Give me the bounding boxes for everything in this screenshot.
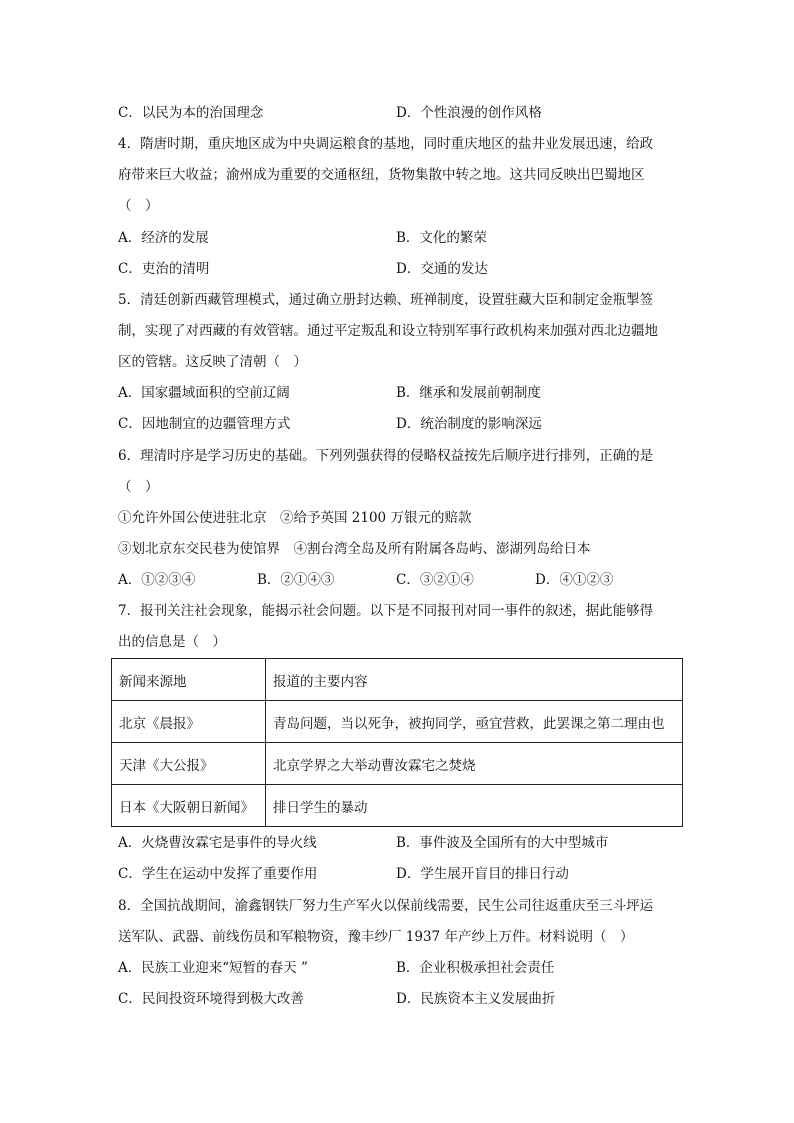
q7-stem-line-1: 7．报刊关注社会现象，能揭示社会问题。以下是不同报刊对同一事件的叙述，据此能够得: [118, 603, 654, 619]
q6-option-d: D．④①②③: [535, 572, 614, 588]
q3-option-d: D．个性浪漫的创作风格: [396, 105, 542, 121]
q5-option-c: C．因地制宜的边疆管理方式: [118, 416, 291, 432]
table-row: [112, 743, 683, 785]
q4-stem-line-3: （ ）: [118, 198, 159, 214]
q8-stem-line-1: 8．全国抗战期间，渝鑫钢铁厂努力生产军火以保前线需要，民生公司往返重庆至三斗坪运: [118, 898, 654, 914]
table-row: [112, 785, 683, 827]
table-cell-content: 青岛问题，当以死争，被拘同学，亟宜营救，此罢课之第二理由也: [266, 701, 683, 743]
q6-items-line-1: ①允许外国公使进驻北京 ②给予英国 2100 万银元的赔款: [118, 510, 472, 526]
q4-stem-line-2: 府带来巨大收益；渝州成为重要的交通枢纽，货物集散中转之地。这共同反映出巴蜀地区: [118, 167, 645, 183]
q3-option-c: C．以民为本的治国理念: [118, 105, 264, 121]
q6-option-b: B．②①④③: [257, 572, 335, 588]
q6-option-a: A．①②③④: [118, 572, 196, 588]
q5-option-d: D．统治制度的影响深远: [396, 416, 542, 432]
table-cell-content: 北京学界之大举动曹汝霖宅之焚烧: [266, 743, 683, 785]
q5-stem-line-2: 制，实现了对西藏的有效管辖。通过平定叛乱和设立特别军事行政机构来加强对西北边疆地: [118, 323, 658, 339]
q7-option-a: A．火烧曹汝霖宅是事件的导火线: [118, 835, 317, 851]
table-header-cell: 报道的主要内容: [266, 659, 683, 701]
q7-stem-line-2: 出的信息是（ ）: [118, 634, 226, 650]
table-header-row: [112, 659, 683, 701]
q8-stem-line-2: 送军队、武器、前线伤员和军粮物资，豫丰纱厂 1937 年产纱上万件。材料说明（ ）: [118, 929, 634, 945]
news-table: [111, 658, 683, 827]
q4-stem-line-1: 4．隋唐时期，重庆地区成为中央调运粮食的基地，同时重庆地区的盐井业发展迅速，给政: [118, 136, 654, 152]
q5-option-b: B．继承和发展前朝制度: [396, 385, 541, 401]
table-header-cell: 新闻来源地: [112, 659, 266, 701]
table-cell-source: 天津《大公报》: [112, 743, 266, 785]
table-cell-source: 日本《大阪朝日新闻》: [112, 785, 266, 827]
q6-option-c: C．③②①④: [396, 572, 474, 588]
table-cell-content: 排日学生的暴动: [266, 785, 683, 827]
q7-option-d: D．学生展开盲目的排日行动: [396, 866, 569, 882]
q7-option-c: C．学生在运动中发挥了重要作用: [118, 866, 318, 882]
table-cell-source: 北京《晨报》: [112, 701, 266, 743]
q4-option-b: B．文化的繁荣: [396, 230, 487, 246]
q5-stem-line-3: 区的管辖。这反映了清朝（ ）: [118, 354, 307, 370]
q7-option-b: B．事件波及全国所有的大中型城市: [396, 835, 609, 851]
q5-stem-line-1: 5．清廷创新西藏管理模式，通过确立册封达赖、班禅制度，设置驻藏大臣和制定金瓶掣签: [118, 292, 654, 308]
q5-option-a: A．国家疆域面积的空前辽阔: [118, 385, 290, 401]
q6-items-line-2: ③划北京东交民巷为使馆界 ④割台湾全岛及所有附属各岛屿、澎湖列岛给日本: [118, 541, 591, 557]
q4-option-a: A．经济的发展: [118, 230, 209, 246]
q4-option-c: C．吏治的清明: [118, 261, 210, 277]
q8-option-d: D．民族资本主义发展曲折: [396, 991, 556, 1007]
q8-option-b: B．企业积极承担社会责任: [396, 960, 555, 976]
q4-option-d: D．交通的发达: [396, 261, 488, 277]
table-row: [112, 701, 683, 743]
q8-option-c: C．民间投资环境得到极大改善: [118, 991, 304, 1007]
q6-stem-line-1: 6．理清时序是学习历史的基础。下列列强获得的侵略权益按先后顺序进行排列，正确的是: [118, 448, 654, 464]
q6-stem-line-2: （ ）: [118, 479, 159, 495]
q8-option-a: A．民族工业迎来“短暂的春天 ”: [118, 960, 308, 976]
